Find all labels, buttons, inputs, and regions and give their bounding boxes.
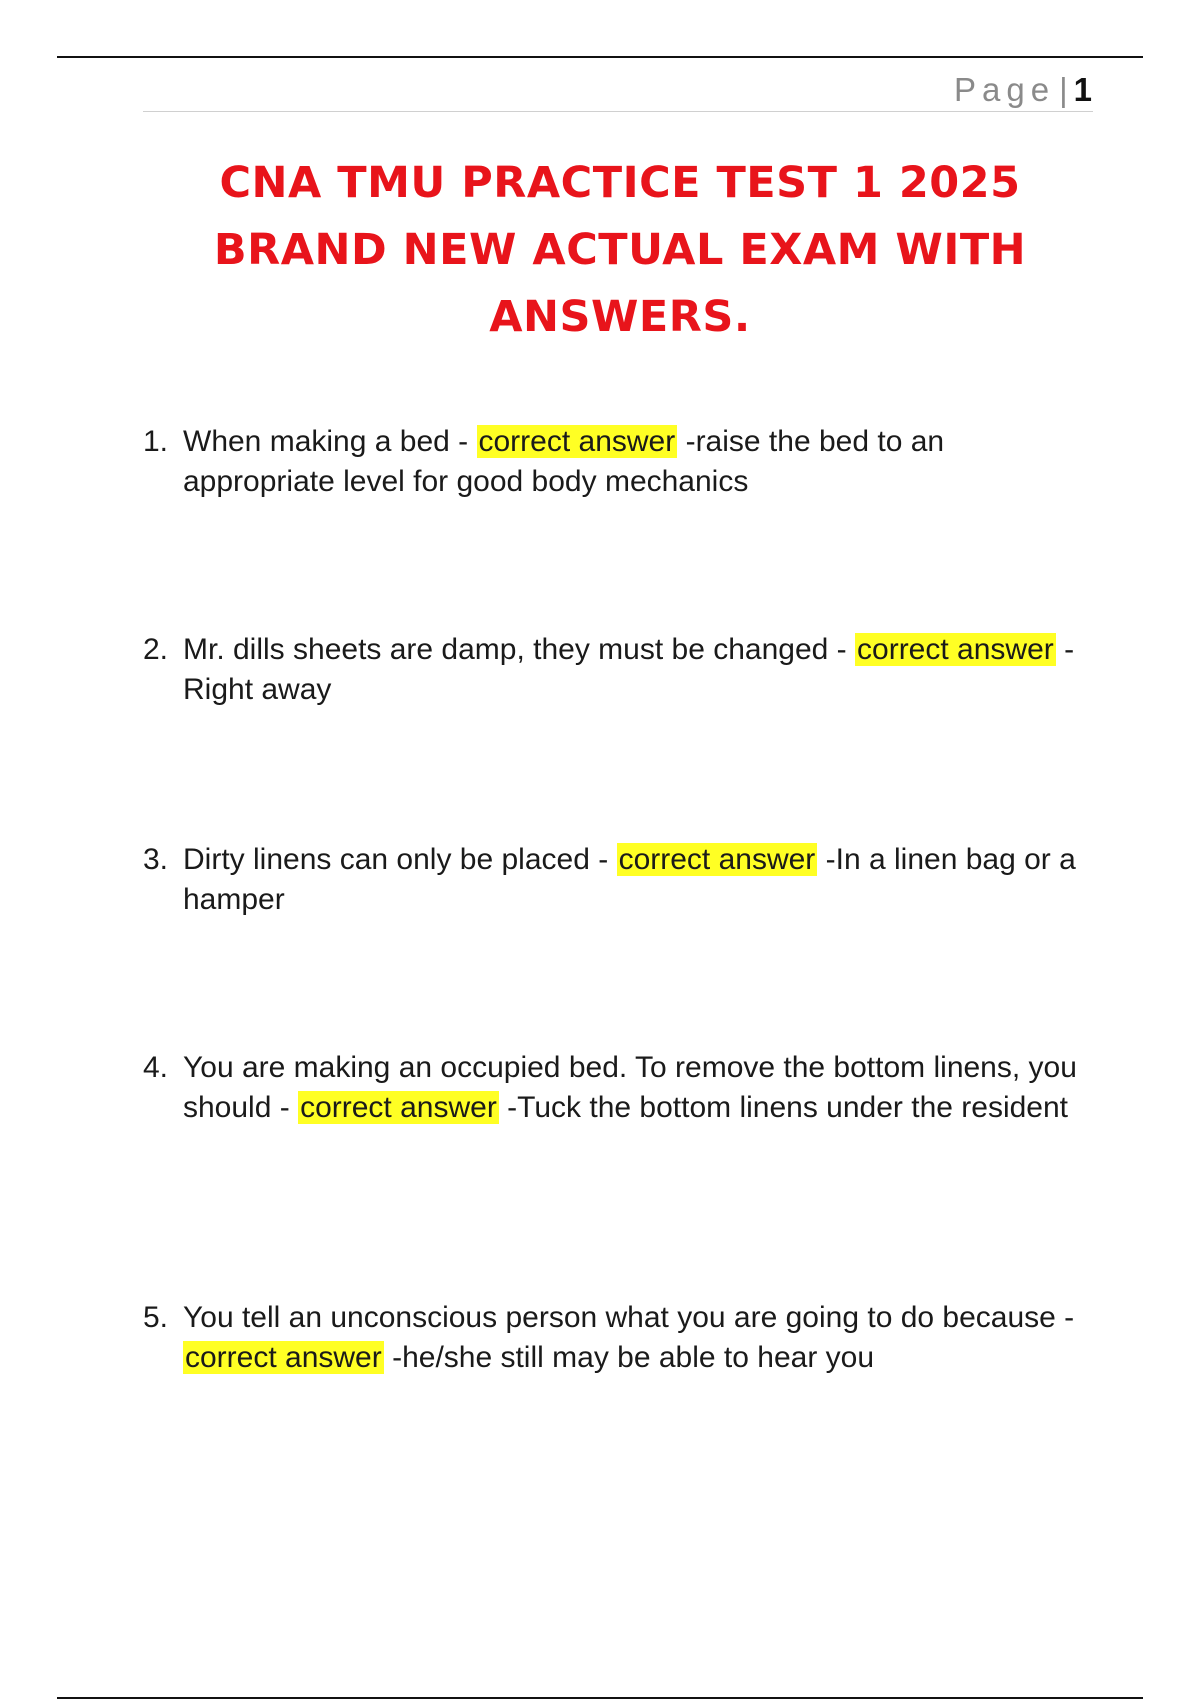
question-number: 5.: [143, 1301, 169, 1334]
answer-marker: correct answer: [185, 1341, 382, 1374]
answer-text: -he/she still may be able to hear you: [392, 1341, 875, 1374]
question-item: [143, 1048, 1103, 1128]
question-item: [143, 422, 1103, 502]
answer-marker: correct answer: [478, 425, 676, 458]
page-header: [954, 68, 1092, 112]
page-number: 1: [1073, 71, 1092, 108]
page-label: Page: [953, 71, 1056, 108]
title-line-3: ANSWERS.: [489, 292, 751, 342]
question-prompt: Mr. dills sheets are damp, they must be changed -: [183, 633, 847, 666]
question-prompt: You are making an occupied bed. To remove the bottom linens, you should -: [183, 1051, 1077, 1124]
title-line-1: CNA TMU PRACTICE TEST 1 2025: [219, 158, 1021, 208]
bottom-border-rule: [57, 1697, 1143, 1699]
answer-marker: correct answer: [857, 633, 1054, 666]
header-rule: [143, 111, 1093, 112]
title-line-2: BRAND NEW ACTUAL EXAM WITH: [213, 225, 1027, 275]
answer-marker: correct answer: [618, 843, 816, 876]
answer-text: -Right away: [183, 633, 1075, 706]
question-item: [143, 630, 1103, 710]
page-separator: |: [1059, 71, 1068, 108]
answer-text: -In a linen bag or a hamper: [183, 843, 1076, 916]
question-prompt: You tell an unconscious person what you are going to do because -: [183, 1301, 1075, 1334]
document-title: [150, 150, 1090, 351]
question-item: [143, 1298, 1103, 1378]
question-number: 1.: [143, 425, 169, 458]
question-number: 4.: [143, 1051, 169, 1084]
answer-marker: correct answer: [300, 1091, 497, 1124]
answer-text: -Tuck the bottom linens under the resident: [507, 1091, 1069, 1124]
question-item: [143, 840, 1103, 920]
top-border-rule: [57, 56, 1143, 58]
answer-text: -raise the bed to an appropriate level for good body mechanics: [183, 425, 945, 498]
question-number: 2.: [143, 633, 169, 666]
question-prompt: When making a bed -: [183, 425, 469, 458]
question-number: 3.: [143, 843, 169, 876]
question-prompt: Dirty linens can only be placed -: [183, 843, 609, 876]
